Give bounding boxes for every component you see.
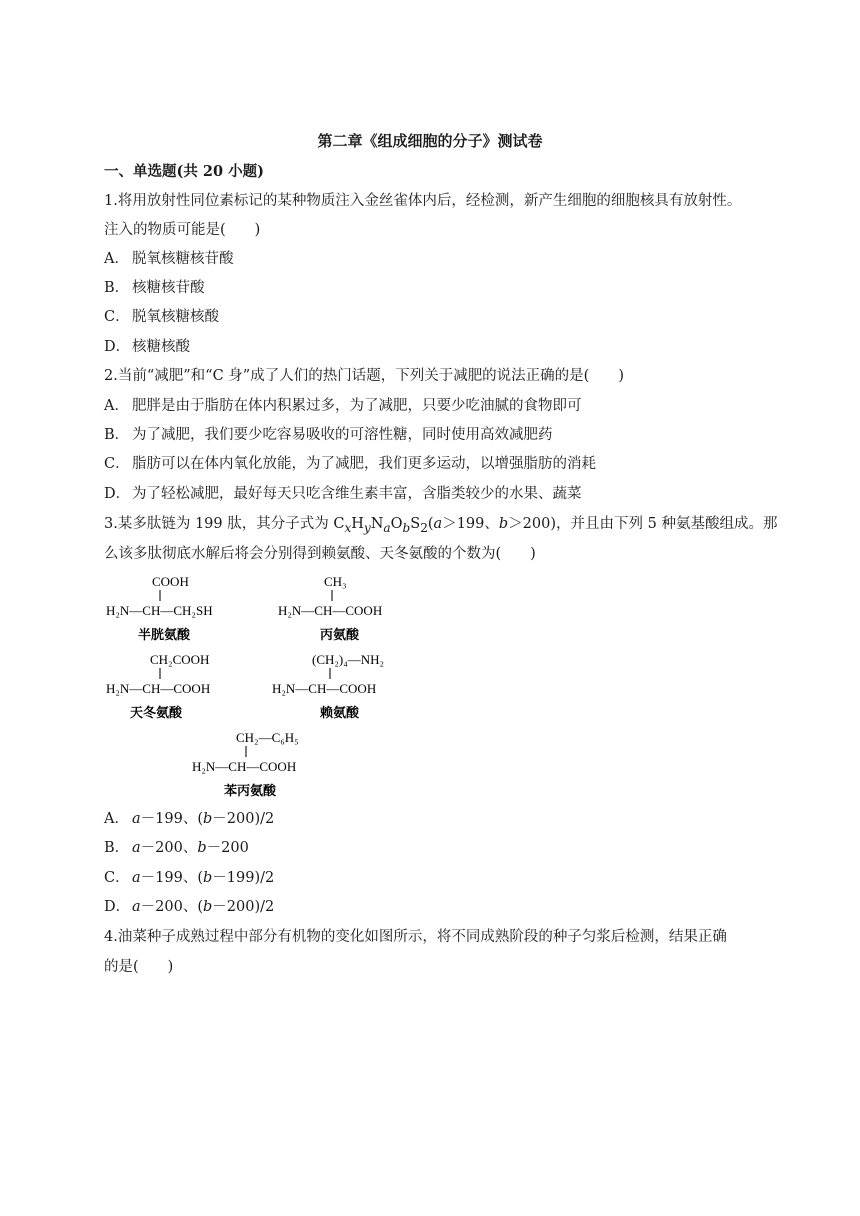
structure-phenylalanine [190, 726, 340, 800]
q3-stem-line2: 么该多肽彻底水解后将会分别得到赖氨酸、天冬氨酸的个数为( ) [104, 546, 536, 562]
cysteine-name: 半胱氨酸 [138, 628, 191, 643]
q1-stem-line1: 1.将用放射性同位素标记的某种物质注入金丝雀体内后，经检测，新产生细胞的细胞核具有放射性。 [104, 193, 742, 209]
q1-option-a[interactable]: A． 脱氧核糖核苷酸 [104, 251, 234, 267]
q3-option-b[interactable]: B． a－200、b－200 [104, 840, 249, 856]
structure-cysteine [104, 570, 254, 644]
aspartic-top: CH₂COOH [150, 652, 210, 667]
q1-option-d[interactable]: D． 核糖核酸 [104, 339, 190, 355]
cysteine-top: COOH [152, 574, 189, 589]
q3-option-a[interactable]: A． a－199、(b－200)/2 [104, 811, 275, 827]
q2-option-a[interactable]: A． 肥胖是由于脂肪在体内积累过多，为了减肥，只要少吃油腻的食物即可 [104, 398, 582, 414]
q1-stem-line2: 注入的物质可能是( ) [104, 222, 261, 238]
q2-option-d[interactable]: D． 为了轻松减肥，最好每天只吃含维生素丰富，含脂类较少的水果、蔬菜 [104, 486, 582, 502]
q3-option-d[interactable]: D． a－200、(b－200)/2 [104, 899, 275, 915]
lysine-main: H₂N—CH—COOH [272, 681, 377, 696]
aspartic-main: H₂N—CH—COOH [106, 681, 211, 696]
q2-option-c[interactable]: C． 脂肪可以在体内氧化放能，为了减肥，我们更多运动，以增强脂肪的消耗 [104, 456, 596, 472]
q2-option-b[interactable]: B． 为了减肥，我们要少吃容易吸收的可溶性糖，同时使用高效减肥药 [104, 427, 553, 443]
q3-option-c[interactable]: C． a－199、(b－199)/2 [104, 870, 275, 886]
aspartic-name: 天冬氨酸 [130, 706, 183, 721]
alanine-name: 丙氨酸 [320, 628, 360, 643]
q2-stem: 2.当前“减肥”和“C 身”成了人们的热门话题，下列关于减肥的说法正确的是( ) [104, 368, 625, 384]
structure-lysine [268, 648, 418, 722]
phenylalanine-name: 苯丙氨酸 [224, 784, 277, 799]
alanine-main: H₂N—CH—COOH [278, 603, 383, 618]
q4-stem-line2: 的是( ) [104, 959, 174, 975]
section-heading: 一、单选题(共 20 小题) [104, 163, 264, 180]
q3-stem-line1: 3.某多肽链为 199 肽，其分子式为 $C_xH_yN_aO_bS_2(a>199$、b＞200)，并且由下列 5 种氨基酸组成。那 [104, 516, 778, 535]
q4-stem-line1: 4.油菜种子成熟过程中部分有机物的变化如图所示，将不同成熟阶段的种子匀浆后检测，结果正确 [104, 929, 727, 945]
q1-option-c[interactable]: C． 脱氧核糖核酸 [104, 309, 219, 325]
q1-option-b[interactable]: B． 核糖核苷酸 [104, 280, 205, 296]
page-title: 第二章《组成细胞的分子》测试卷 [317, 132, 543, 150]
alanine-top: CH₃ [324, 574, 347, 589]
lysine-top: (CH₂)₄—NH₂ [312, 652, 385, 667]
phenylalanine-top: CH₂—C₆H₅ [236, 730, 299, 745]
structure-alanine [276, 570, 416, 644]
lysine-name: 赖氨酸 [320, 706, 360, 721]
phenylalanine-main: H₂N—CH—COOH [192, 759, 297, 774]
structure-aspartic-acid [104, 648, 254, 722]
cysteine-main: H₂N—CH—CH₂SH [106, 603, 213, 618]
